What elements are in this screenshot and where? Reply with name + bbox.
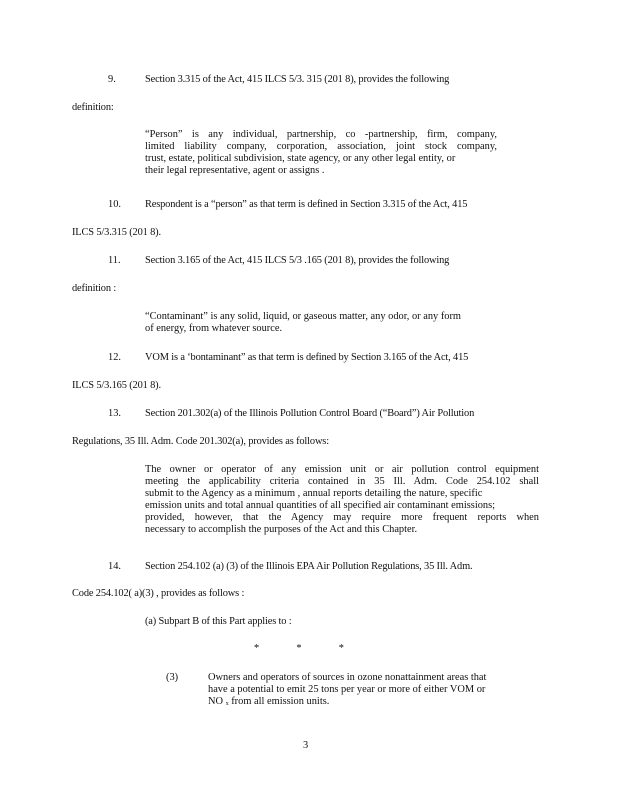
- paragraph-12-line1: VOM is a ‘bontaminant” as that term is defined by Section 3.165 of the Act, 415: [145, 352, 469, 363]
- paragraph-13-line2: Regulations, 35 Ill. Adm. Code 201.302(a), provides as follows:: [72, 436, 329, 447]
- paragraph-14-line2: Code 254.102( a)(3) , provides as follows :: [72, 588, 245, 599]
- quote-line: “Contaminant” is any solid, liquid, or gaseous matter, any odor, or any form: [145, 311, 462, 322]
- paragraph-number-9: 9.: [108, 74, 116, 85]
- quote-line: NO ₓ from all emission units.: [208, 696, 330, 707]
- subpart-b-applicability: (a) Subpart B of this Part applies to :: [145, 616, 292, 627]
- paragraph-9-line1: Section 3.315 of the Act, 415 ILCS 5/3. 315 (201 8), provides the following: [145, 74, 450, 85]
- paragraph-14-line1: Section 254.102 (a) (3) of the Illinois EPA Air Pollution Regulations, 35 Ill. Adm.: [145, 561, 473, 572]
- paragraph-number-10: 10.: [108, 199, 121, 210]
- ellipsis-stars: [254, 643, 344, 655]
- paragraph-10-line1: Respondent is a “person” as that term is defined in Section 3.315 of the Act, 415: [145, 199, 468, 210]
- paragraph-12-line2: ILCS 5/3.165 (201 8).: [72, 380, 161, 391]
- quote-contaminant-definition: [145, 311, 497, 335]
- quote-person-definition: [145, 129, 497, 177]
- quote-line: necessary to accomplish the purposes of the Act and this Chapter.: [145, 524, 418, 535]
- paragraph-9-line2: definition:: [72, 102, 114, 113]
- quote-line: meeting the applicability criteria contained in 35 Ill. Adm. Code 254.102 shall: [145, 476, 539, 487]
- paragraph-number-14: 14.: [108, 561, 121, 572]
- star-mark: *: [296, 643, 302, 654]
- quote-line: The owner or operator of any emission unit or air pollution control equipment: [145, 464, 539, 475]
- paragraph-number-13: 13.: [108, 408, 121, 419]
- quote-line: have a potential to emit 25 tons per year or more of either VOM or: [208, 684, 486, 695]
- page-number: 3: [303, 740, 309, 751]
- quote-line: trust, estate, political subdivision, state agency, or any other legal entity, or: [145, 153, 456, 164]
- star-mark: *: [254, 643, 260, 654]
- quote-line: “Person” is any individual, partnership, co -partnership, firm, company,: [145, 129, 497, 140]
- item-3-text: [208, 672, 528, 708]
- quote-line: submit to the Agency as a minimum , annual reports detailing the nature, specific: [145, 488, 483, 499]
- quote-line: Owners and operators of sources in ozone nonattainment areas that: [208, 672, 487, 683]
- quote-line: emission units and total annual quantities of all specified air contaminant emissions;: [145, 500, 496, 511]
- paragraph-number-12: 12.: [108, 352, 121, 363]
- item-3-number: (3): [166, 672, 179, 683]
- quote-line: their legal representative, agent or assigns .: [145, 165, 325, 176]
- quote-line: of energy, from whatever source.: [145, 323, 283, 334]
- quote-line: limited liability company, corporation, association, joint stock company,: [145, 141, 497, 152]
- star-mark: *: [338, 643, 344, 654]
- quote-board-regulation: [145, 464, 539, 536]
- paragraph-11-line1: Section 3.165 of the Act, 415 ILCS 5/3 .165 (201 8), provides the following: [145, 255, 450, 266]
- paragraph-13-line1: Section 201.302(a) of the Illinois Pollution Control Board (“Board”) Air Pollution: [145, 408, 475, 419]
- paragraph-11-line2: definition :: [72, 283, 117, 294]
- quote-line: provided, however, that the Agency may require more frequent reports when: [145, 512, 539, 523]
- paragraph-number-11: 11.: [108, 255, 121, 266]
- paragraph-10-line2: ILCS 5/3.315 (201 8).: [72, 227, 161, 238]
